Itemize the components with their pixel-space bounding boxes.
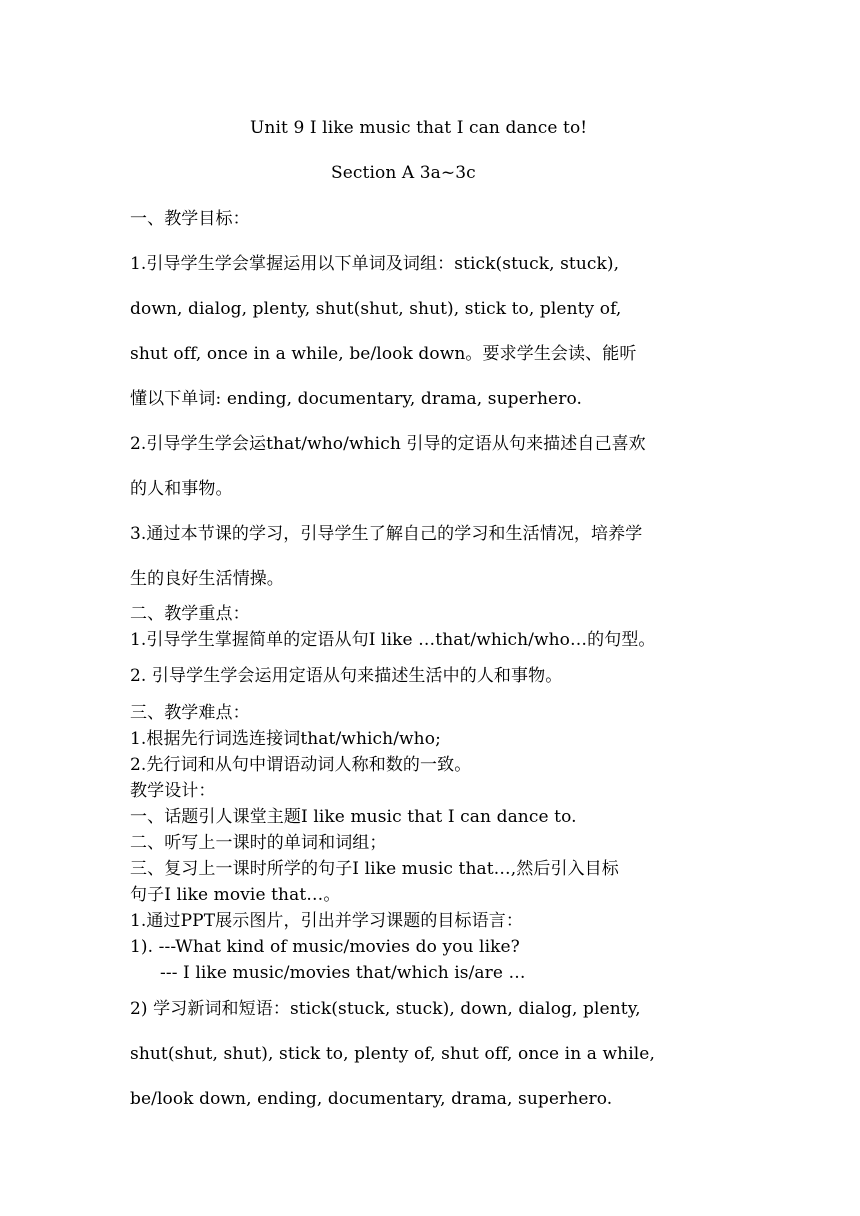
vocab-line-1: 2) 学习新词和短语：stick(stuck, stuck), down, dialog, plenty, — [130, 999, 641, 1019]
difficulty-1: 1.根据先行词选连接词that/which/who; — [130, 729, 441, 749]
objective-1-line-2: down, dialog, plenty, shut(shut, shut), stick to, plenty of, — [130, 299, 622, 319]
section-heading-key-points: 二、教学重点： — [130, 604, 250, 624]
difficulty-2: 2.先行词和从句中谓语动词人称和数的一致。 — [130, 755, 472, 775]
dialog-question: 1). ---What kind of music/movies do you like? — [130, 937, 520, 957]
design-step-2: 二、听写上一课时的单词和词组； — [130, 833, 387, 853]
objective-2-line-2: 的人和事物。 — [130, 479, 233, 499]
objective-1-line-1: 1.引导学生学会掌握运用以下单词及词组：stick(stuck, stuck), — [130, 254, 620, 274]
key-point-1: 1.引导学生掌握简单的定语从句I like …that/which/who…的句型。 — [130, 630, 656, 650]
vocab-line-2: shut(shut, shut), stick to, plenty of, shut off, once in a while, — [130, 1044, 655, 1064]
objective-1-line-3: shut off, once in a while, be/look down。要求学生会读、能听 — [130, 344, 637, 364]
objective-2-line-1: 2.引导学生学会运that/who/which 引导的定语从句来描述自己喜欢 — [130, 434, 646, 454]
objective-1-line-4: 懂以下单词: ending, documentary, drama, superhero. — [130, 389, 582, 409]
design-step-3-line-2: 句子I like movie that…。 — [130, 885, 341, 905]
design-step-3-line-1: 三、复习上一课时所学的句子I like music that…,然后引入目标 — [130, 859, 619, 879]
vocab-line-3: be/look down, ending, documentary, drama, superhero. — [130, 1089, 613, 1109]
section-heading-design: 教学设计： — [130, 781, 216, 801]
design-substep-1: 1.通过PPT展示图片，引出并学习课题的目标语言： — [130, 911, 523, 931]
dialog-answer: --- I like music/movies that/which is/are … — [160, 963, 526, 983]
key-point-2: 2. 引导学生学会运用定语从句来描述生活中的人和事物。 — [130, 666, 563, 686]
objective-3-line-1: 3.通过本节课的学习，引导学生了解自己的学习和生活情况，培养学 — [130, 524, 643, 544]
design-step-1: 一、话题引人课堂主题I like music that I can dance to. — [130, 807, 577, 827]
section-heading-difficulties: 三、教学难点： — [130, 703, 250, 723]
document-title: Unit 9 I like music that I can dance to! — [250, 118, 588, 138]
objective-3-line-2: 生的良好生活情操。 — [130, 569, 284, 589]
section-heading-objectives: 一、教学目标： — [130, 209, 250, 229]
document-subtitle: Section A 3a~3c — [331, 163, 476, 183]
